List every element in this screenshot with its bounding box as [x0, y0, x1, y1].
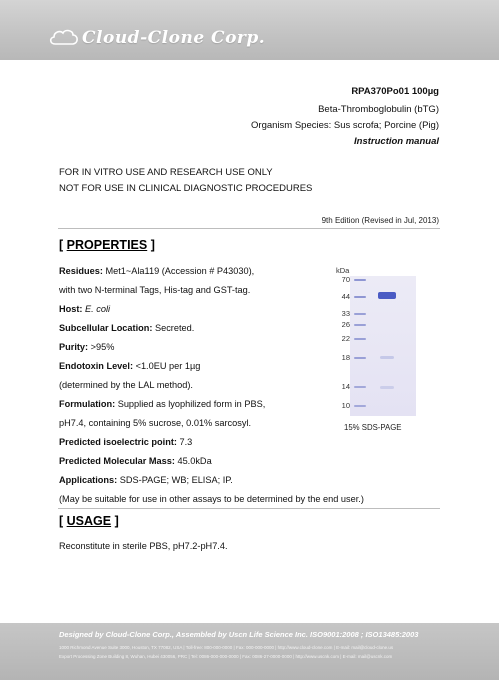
- isoelectric-point-line: Predicted isoelectric point: 7.3: [59, 437, 193, 447]
- section-divider: [58, 508, 440, 509]
- molecular-mass-line: Predicted Molecular Mass: 45.0kDa: [59, 456, 212, 466]
- footer-us-address: 1000 Richmond Avenue Suite 3000, Houston, TX 77082, USA | Toll-free: 800-000-0000 | Fax: 000-000-0000 | http://www.cloud-clone.com | E-mail: mail@cloud-clone.us: [59, 645, 394, 650]
- marker-label: 14: [341, 382, 350, 391]
- ladder-band: [354, 405, 366, 407]
- marker-label: 70: [341, 275, 350, 284]
- endotoxin-line: Endotoxin Level: <1.0EU per 1µg: [59, 361, 201, 371]
- ladder-band: [354, 313, 366, 315]
- faint-band: [380, 386, 394, 389]
- ladder-band: [354, 324, 366, 326]
- page-footer: [0, 623, 499, 680]
- residues-continuation: with two N-terminal Tags, His-tag and GST-tag.: [59, 285, 251, 295]
- brand-name: Cloud-Clone Corp.: [82, 28, 266, 48]
- gel-caption: 15% SDS-PAGE: [344, 423, 402, 432]
- host-line: Host: E. coli: [59, 304, 111, 314]
- clinical-use-notice: NOT FOR USE IN CLINICAL DIAGNOSTIC PROCEDURES: [59, 183, 313, 194]
- subcellular-location-line: Subcellular Location: Secreted.: [59, 323, 195, 333]
- cloud-logo-icon: [48, 26, 80, 48]
- protein-band: [378, 292, 396, 299]
- marker-label: 10: [341, 401, 350, 410]
- organism-species: Organism Species: Sus scrofa; Porcine (Pig): [251, 120, 439, 131]
- usage-text: Reconstitute in sterile PBS, pH7.2-pH7.4.: [59, 541, 228, 551]
- endotoxin-continuation: (determined by the LAL method).: [59, 380, 193, 390]
- kda-unit-label: kDa: [336, 266, 350, 275]
- marker-label: 33: [341, 309, 350, 318]
- ladder-band: [354, 296, 366, 298]
- edition-info: 9th Edition (Revised in Jul, 2013): [321, 216, 439, 225]
- brand-header: [0, 0, 499, 60]
- research-use-notice: FOR IN VITRO USE AND RESEARCH USE ONLY: [59, 167, 273, 178]
- residues-line: Residues: Met1~Ala119 (Accession # P43030),: [59, 266, 255, 276]
- ladder-band: [354, 338, 366, 340]
- formulation-continuation: pH7.4, containing 5% sucrose, 0.01% sarcosyl.: [59, 418, 252, 428]
- applications-note: (May be suitable for use in other assays to be determined by the end user.): [59, 494, 364, 504]
- ladder-band: [354, 279, 366, 281]
- applications-line: Applications: SDS-PAGE; WB; ELISA; IP.: [59, 475, 233, 485]
- formulation-line: Formulation: Supplied as lyophilized form in PBS,: [59, 399, 266, 409]
- product-catalog-number: RPA370Po01 100µg: [351, 86, 439, 97]
- ladder-band: [354, 357, 366, 359]
- ladder-band: [354, 386, 366, 388]
- gel-image: [350, 276, 416, 416]
- faint-band: [380, 356, 394, 359]
- marker-label: 26: [341, 320, 350, 329]
- usage-heading: [ USAGE ]: [59, 514, 119, 528]
- document-type: Instruction manual: [354, 136, 439, 147]
- section-divider: [58, 228, 440, 229]
- footer-credits: Designed by Cloud-Clone Corp., Assembled by Uscn Life Science Inc. ISO9001:2008 ; ISO13485:2003: [59, 630, 419, 639]
- marker-label: 18: [341, 353, 350, 362]
- properties-heading: [ PROPERTIES ]: [59, 238, 155, 252]
- protein-name: Beta-Thromboglobulin (bTG): [318, 104, 439, 115]
- marker-label: 22: [341, 334, 350, 343]
- marker-label: 44: [341, 292, 350, 301]
- purity-line: Purity: >95%: [59, 342, 115, 352]
- footer-china-address: Export Processing Zone Building 8, Wuhan, Hubei 430056, PRC | Tel: 0086-000-000-0000 | Fax: 0086-27-0000-0000 | http://www.uscnk.com | E-mail: mail@uscnk.com: [59, 654, 393, 659]
